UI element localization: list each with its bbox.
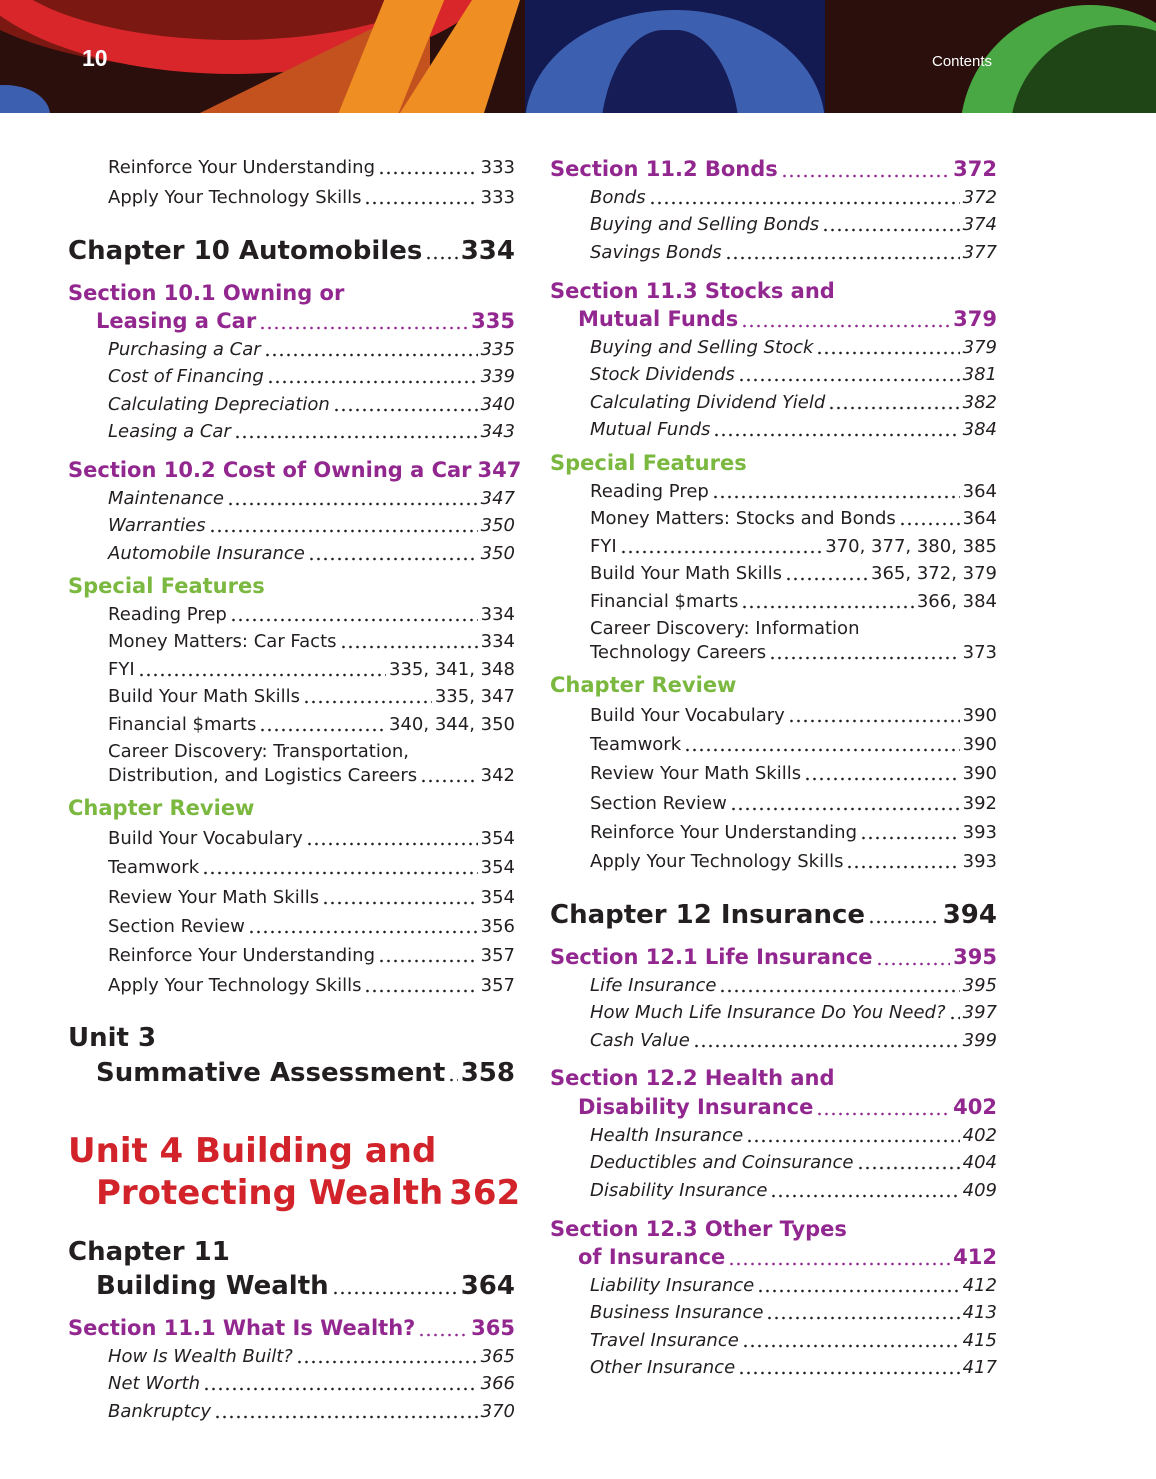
- toc-entry-chapter: [68, 1235, 515, 1269]
- toc-entry-sub: [590, 533, 997, 559]
- entry-title: Buying and Selling Stock: [590, 336, 814, 358]
- entry-title: Liability Insurance: [590, 1274, 755, 1296]
- entry-title: Buying and Selling Bonds: [590, 213, 820, 235]
- toc-entry-section: [68, 1313, 515, 1343]
- toc-entry-sub-italic: [590, 211, 997, 237]
- page-reference: 335: [480, 338, 515, 360]
- page-reference: 399: [962, 1029, 997, 1051]
- entry-title: How Is Wealth Built?: [108, 1345, 293, 1367]
- toc-entry-sub-italic: [108, 391, 515, 417]
- page-reference: 354: [480, 886, 515, 908]
- entry-title: Teamwork: [590, 733, 682, 755]
- page-reference: 370, 377, 380, 385: [825, 535, 997, 557]
- dot-leader: [340, 628, 478, 654]
- toc-entry-sub-italic: [590, 1272, 997, 1298]
- toc-entry-feature-heading: [550, 448, 997, 478]
- toc-entry-sub: [108, 913, 515, 939]
- dot-leader: [804, 760, 960, 786]
- page-reference: 390: [962, 733, 997, 755]
- dot-leader: [868, 898, 940, 932]
- dot-leader: [728, 1242, 950, 1272]
- entry-title: Financial $marts: [108, 713, 257, 735]
- entry-title: Section 10.1 Owning or: [68, 281, 345, 305]
- page-reference: 333: [480, 156, 515, 178]
- toc-entry-sub: [108, 972, 515, 998]
- page-reference: 365: [471, 1316, 515, 1340]
- dot-leader: [828, 389, 959, 415]
- entry-title: Reinforce Your Understanding: [108, 156, 375, 178]
- entry-title: Savings Bonds: [590, 241, 722, 263]
- toc-entry-sub-italic: [108, 512, 515, 538]
- toc-entry-sub-italic: [590, 389, 997, 415]
- page-reference: 413: [962, 1301, 997, 1323]
- decorative-banner: [0, 0, 1156, 113]
- dot-leader: [418, 1313, 468, 1343]
- dot-leader: [364, 184, 477, 210]
- page-reference: 340, 344, 350: [389, 713, 515, 735]
- entry-title: Section 11.1 What Is Wealth?: [68, 1316, 416, 1340]
- dot-leader: [259, 711, 386, 737]
- dot-leader: [730, 790, 960, 816]
- entry-title: Technology Careers: [590, 641, 767, 663]
- entry-title: Unit 3: [68, 1023, 157, 1053]
- toc-entry-section: [550, 942, 997, 972]
- toc-entry-sub: [108, 738, 515, 764]
- entry-title: Calculating Dividend Yield: [590, 391, 826, 413]
- dot-leader: [781, 154, 950, 184]
- toc-entry-sub: [590, 790, 997, 816]
- dot-leader: [857, 1149, 960, 1175]
- page-reference: 339: [480, 365, 515, 387]
- page-reference: 372: [953, 157, 997, 181]
- toc-entry-unit-cont: [96, 1172, 521, 1214]
- page-reference: 356: [480, 915, 515, 937]
- entry-title: Bankruptcy: [108, 1400, 212, 1422]
- page-reference: 372: [962, 186, 997, 208]
- entry-title: Maintenance: [108, 487, 224, 509]
- page-reference: 390: [962, 704, 997, 726]
- dot-leader: [719, 972, 959, 998]
- page-reference: 395: [953, 945, 997, 969]
- toc-entry-sub: [590, 588, 997, 614]
- toc-entry-section-cont: [578, 304, 997, 334]
- dot-leader: [712, 478, 960, 504]
- page-reference: 335: [471, 309, 515, 333]
- dot-leader: [846, 848, 959, 874]
- page-reference: 365: [480, 1345, 515, 1367]
- entry-title: Deductibles and Coinsurance: [590, 1151, 854, 1173]
- entry-title: Apply Your Technology Skills: [590, 850, 844, 872]
- dot-leader: [264, 336, 478, 362]
- toc-entry-feature-heading: [68, 571, 515, 601]
- toc-entry-sub: [108, 628, 515, 654]
- entry-title: Travel Insurance: [590, 1329, 739, 1351]
- entry-title: Build Your Vocabulary: [590, 704, 785, 726]
- dot-leader: [138, 656, 386, 682]
- dot-leader: [876, 942, 951, 972]
- toc-entry-sub-italic: [590, 972, 997, 998]
- page-reference: 384: [962, 418, 997, 440]
- page-reference: 357: [480, 944, 515, 966]
- entry-title: Warranties: [108, 514, 206, 536]
- page-reference: 350: [480, 542, 515, 564]
- entry-title: Section 12.1 Life Insurance: [550, 945, 873, 969]
- page-reference: 354: [480, 856, 515, 878]
- entry-title: Summative Assessment: [96, 1058, 446, 1088]
- entry-title: Career Discovery: Information: [590, 617, 860, 639]
- toc-entry-sub-italic: [590, 1122, 997, 1148]
- dot-leader: [693, 1027, 960, 1053]
- entry-title: Apply Your Technology Skills: [108, 186, 362, 208]
- toc-entry-sub-italic: [590, 184, 997, 210]
- page-reference: 377: [962, 241, 997, 263]
- dot-leader: [725, 239, 960, 265]
- page-reference: 366: [480, 1372, 515, 1394]
- dot-leader: [234, 418, 478, 444]
- entry-title: Special Features: [550, 451, 747, 475]
- entry-title: Section 10.2 Cost of Owning a Car: [68, 458, 472, 482]
- entry-title: Disability Insurance: [578, 1095, 814, 1119]
- page-reference: 366, 384: [916, 590, 997, 612]
- page-reference: 412: [962, 1274, 997, 1296]
- page-reference: 347: [477, 458, 522, 482]
- dot-leader: [785, 560, 868, 586]
- page-reference: 334: [480, 630, 515, 652]
- toc-entry-section: [68, 278, 515, 308]
- dot-leader: [333, 391, 478, 417]
- page-reference: 358: [460, 1058, 515, 1088]
- entry-title: Review Your Math Skills: [590, 762, 802, 784]
- entry-title: Building Wealth: [96, 1271, 329, 1301]
- entry-title: Financial $marts: [590, 590, 739, 612]
- dot-leader: [949, 999, 960, 1025]
- toc-entry-sub: [590, 639, 997, 665]
- dot-leader: [684, 731, 960, 757]
- dot-leader: [620, 533, 823, 559]
- page-reference: 402: [962, 1124, 997, 1146]
- entry-title: Section Review: [108, 915, 245, 937]
- toc-entry-section: [550, 1214, 997, 1244]
- dot-leader: [364, 972, 477, 998]
- page-reference: 404: [962, 1151, 997, 1173]
- page-reference: 362: [449, 1173, 521, 1213]
- dot-leader: [209, 512, 478, 538]
- page-reference: 354: [480, 827, 515, 849]
- toc-entry-sub-italic: [590, 334, 997, 360]
- toc-entry-sub: [590, 731, 997, 757]
- entry-title: Protecting Wealth: [96, 1173, 444, 1213]
- entry-title: Career Discovery: Transportation,: [108, 740, 409, 762]
- page-reference: 379: [953, 307, 997, 331]
- entry-title: Reinforce Your Understanding: [590, 821, 857, 843]
- dot-leader: [230, 601, 478, 627]
- page-reference: 350: [480, 514, 515, 536]
- toc-entry-sub-italic: [590, 1327, 997, 1353]
- entry-title: Distribution, and Logistics Careers: [108, 764, 418, 786]
- toc-entry-sub: [108, 825, 515, 851]
- toc-entry-chapter: [68, 234, 515, 268]
- dot-leader: [448, 1056, 457, 1090]
- entry-title: Reading Prep: [108, 603, 227, 625]
- dot-leader: [267, 363, 478, 389]
- dot-leader: [303, 683, 432, 709]
- entry-title: Teamwork: [108, 856, 200, 878]
- toc-entry-sub: [590, 505, 997, 531]
- toc-entry-chapter-cont: [96, 1269, 515, 1303]
- page-reference: 364: [962, 480, 997, 502]
- page-reference: 381: [962, 363, 997, 385]
- entry-title: Automobile Insurance: [108, 542, 305, 564]
- page-reference: 333: [480, 186, 515, 208]
- toc-entry-sub: [108, 854, 515, 880]
- entry-title: Reinforce Your Understanding: [108, 944, 375, 966]
- toc-entry-sub-italic: [108, 1370, 515, 1396]
- toc-entry-feature-heading: [68, 793, 515, 823]
- page-reference: 394: [942, 900, 997, 930]
- page-reference: 364: [962, 507, 997, 529]
- entry-title: Section 11.3 Stocks and: [550, 279, 835, 303]
- dot-leader: [332, 1269, 458, 1303]
- dot-leader: [738, 1354, 959, 1380]
- dot-leader: [766, 1299, 959, 1325]
- toc-entry-sub: [590, 560, 997, 586]
- entry-title: Build Your Math Skills: [590, 562, 783, 584]
- dot-leader: [214, 1398, 478, 1424]
- toc-entry-sub: [108, 711, 515, 737]
- toc-entry-sub: [590, 615, 997, 641]
- toc-entry-sub: [108, 884, 515, 910]
- entry-title: Mutual Funds: [590, 418, 711, 440]
- toc-entry-section: [550, 154, 997, 184]
- entry-title: Section 12.2 Health and: [550, 1066, 835, 1090]
- toc-entry-section-cont: [96, 306, 515, 336]
- dot-leader: [322, 884, 478, 910]
- entry-title: Money Matters: Car Facts: [108, 630, 337, 652]
- entry-title: of Insurance: [578, 1245, 726, 1269]
- toc-entry-chapter-cont: [96, 1056, 515, 1090]
- entry-title: Other Insurance: [590, 1356, 736, 1378]
- toc-entry-feature-heading: [550, 670, 997, 700]
- entry-title: Chapter Review: [68, 796, 255, 820]
- dot-leader: [308, 540, 478, 566]
- entry-title: Unit 4 Building and: [68, 1131, 437, 1171]
- page-reference: 415: [962, 1329, 997, 1351]
- toc-entry-sub-italic: [108, 1398, 515, 1424]
- dot-leader: [378, 942, 478, 968]
- entry-title: FYI: [590, 535, 617, 557]
- dot-leader: [649, 184, 960, 210]
- entry-title: Money Matters: Stocks and Bonds: [590, 507, 896, 529]
- banner-shape: [0, 85, 50, 113]
- page-reference: 417: [962, 1356, 997, 1378]
- page-reference: 365, 372, 379: [871, 562, 997, 584]
- page-reference: 402: [953, 1095, 997, 1119]
- dot-leader: [248, 913, 478, 939]
- entry-title: Apply Your Technology Skills: [108, 974, 362, 996]
- toc-entry-sub: [108, 942, 515, 968]
- page-reference: 373: [962, 641, 997, 663]
- dot-leader: [227, 485, 478, 511]
- entry-title: Section 12.3 Other Types: [550, 1217, 847, 1241]
- entry-title: Business Insurance: [590, 1301, 764, 1323]
- entry-title: How Much Life Insurance Do You Need?: [590, 1001, 946, 1023]
- dot-leader: [420, 762, 477, 788]
- toc-entry-sub: [590, 478, 997, 504]
- entry-title: FYI: [108, 658, 135, 680]
- toc-entry-sub-italic: [590, 999, 997, 1025]
- page-number: 10: [82, 45, 108, 71]
- entry-title: Leasing a Car: [96, 309, 257, 333]
- entry-title: Cost of Financing: [108, 365, 264, 387]
- toc-entry-sub: [108, 184, 515, 210]
- toc-entry-sub-italic: [590, 361, 997, 387]
- toc-entry-sub: [590, 848, 997, 874]
- toc-entry-sub-italic: [590, 239, 997, 265]
- page-reference: 393: [962, 850, 997, 872]
- page-reference: 334: [460, 236, 515, 266]
- entry-title: Health Insurance: [590, 1124, 744, 1146]
- page-reference: 347: [480, 487, 515, 509]
- toc-entry-sub-italic: [590, 416, 997, 442]
- dot-leader: [738, 361, 960, 387]
- entry-title: Disability Insurance: [590, 1179, 768, 1201]
- entry-title: Chapter Review: [550, 673, 737, 697]
- entry-title: Net Worth: [108, 1372, 200, 1394]
- toc-entry-unit: [68, 1130, 515, 1172]
- entry-title: Special Features: [68, 574, 265, 598]
- entry-title: Calculating Depreciation: [108, 393, 330, 415]
- page-reference: 390: [962, 762, 997, 784]
- page-reference: 343: [480, 420, 515, 442]
- toc-entry-sub: [590, 760, 997, 786]
- toc-entry-section-cont: [578, 1092, 997, 1122]
- toc-entry-sub: [590, 702, 997, 728]
- page-reference: 357: [480, 974, 515, 996]
- page-reference: 382: [962, 391, 997, 413]
- dot-leader: [816, 334, 959, 360]
- dot-leader: [822, 211, 959, 237]
- entry-title: Life Insurance: [590, 974, 717, 996]
- entry-title: Mutual Funds: [578, 307, 739, 331]
- entry-title: Stock Dividends: [590, 363, 735, 385]
- toc-entry-sub: [590, 819, 997, 845]
- toc-entry-section: [550, 1063, 997, 1093]
- toc-entry-sub-italic: [590, 1027, 997, 1053]
- dot-leader: [770, 1177, 959, 1203]
- page-reference: 374: [962, 213, 997, 235]
- toc-entry-sub-italic: [108, 540, 515, 566]
- entry-title: Section 11.2 Bonds: [550, 157, 778, 181]
- page-reference: 392: [962, 792, 997, 814]
- dot-leader: [860, 819, 960, 845]
- page-reference: 393: [962, 821, 997, 843]
- dot-leader: [757, 1272, 959, 1298]
- page-reference: 397: [962, 1001, 997, 1023]
- page-reference: 395: [962, 974, 997, 996]
- page-reference: 340: [480, 393, 515, 415]
- dot-leader: [742, 1327, 960, 1353]
- toc-entry-section: [68, 455, 522, 485]
- entry-title: Build Your Math Skills: [108, 685, 301, 707]
- toc-entry-sub-italic: [108, 363, 515, 389]
- toc-entry-sub-italic: [590, 1354, 997, 1380]
- toc-entry-sub-italic: [590, 1149, 997, 1175]
- dot-leader: [899, 505, 960, 531]
- toc-entry-sub-italic: [108, 336, 515, 362]
- toc-entry-sub-italic: [590, 1177, 997, 1203]
- dot-leader: [788, 702, 960, 728]
- toc-entry-section-cont: [578, 1242, 997, 1272]
- dot-leader: [816, 1092, 950, 1122]
- dot-leader: [296, 1343, 478, 1369]
- toc-entry-sub-italic: [108, 485, 515, 511]
- entry-title: Reading Prep: [590, 480, 709, 502]
- toc-entry-sub: [108, 683, 515, 709]
- toc-entry-section: [550, 276, 997, 306]
- toc-entry-sub: [108, 154, 515, 180]
- entry-title: Section Review: [590, 792, 727, 814]
- page-reference: 335, 341, 348: [389, 658, 515, 680]
- page-reference: 409: [962, 1179, 997, 1201]
- dot-leader: [769, 639, 960, 665]
- entry-title: Bonds: [590, 186, 646, 208]
- dot-leader: [203, 1370, 478, 1396]
- toc-entry-sub-italic: [108, 1343, 515, 1369]
- page-reference: 379: [962, 336, 997, 358]
- dot-leader: [259, 306, 468, 336]
- page-reference: 342: [480, 764, 515, 786]
- page-reference: 334: [480, 603, 515, 625]
- entry-title: Review Your Math Skills: [108, 886, 320, 908]
- dot-leader: [741, 304, 950, 334]
- entry-title: Purchasing a Car: [108, 338, 261, 360]
- toc-entry-chapter: [550, 898, 997, 932]
- entry-title: Chapter 10 Automobiles: [68, 236, 423, 266]
- toc-entry-sub: [108, 762, 515, 788]
- page-reference: 370: [480, 1400, 515, 1422]
- page-reference: 412: [953, 1245, 997, 1269]
- entry-title: Cash Value: [590, 1029, 690, 1051]
- dot-leader: [713, 416, 959, 442]
- entry-title: Chapter 11: [68, 1237, 230, 1267]
- page-reference: 364: [460, 1271, 515, 1301]
- dot-leader: [306, 825, 478, 851]
- dot-leader: [425, 234, 457, 268]
- dot-leader: [378, 154, 478, 180]
- toc-entry-sub-italic: [590, 1299, 997, 1325]
- toc-entry-sub-italic: [108, 418, 515, 444]
- dot-leader: [202, 854, 478, 880]
- entry-title: Chapter 12 Insurance: [550, 900, 866, 930]
- running-head: Contents: [932, 53, 993, 70]
- entry-title: Leasing a Car: [108, 420, 231, 442]
- page-reference: 335, 347: [434, 685, 515, 707]
- entry-title: Build Your Vocabulary: [108, 827, 303, 849]
- dot-leader: [741, 588, 913, 614]
- toc-entry-sub: [108, 601, 515, 627]
- toc-entry-chapter: [68, 1021, 515, 1055]
- toc-entry-sub: [108, 656, 515, 682]
- dot-leader: [746, 1122, 960, 1148]
